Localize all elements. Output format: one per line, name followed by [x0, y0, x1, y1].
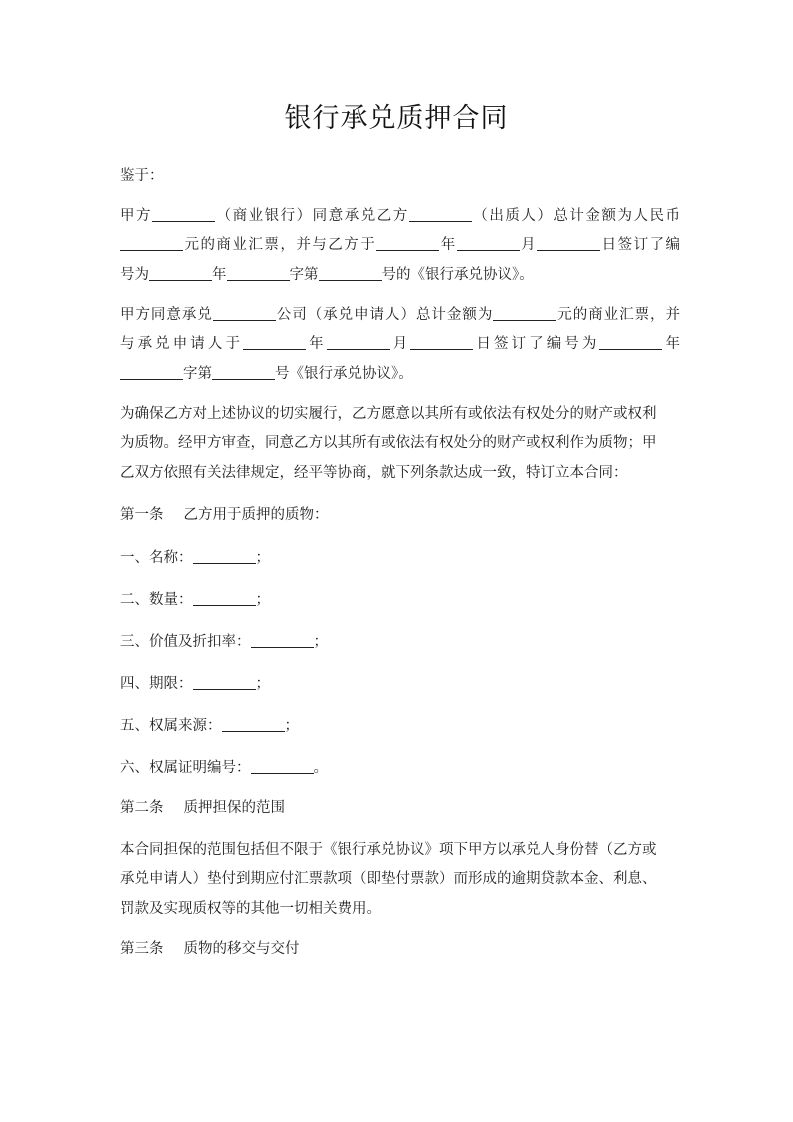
blank-field[interactable]	[537, 236, 600, 251]
item-quantity: 二、数量： ；	[120, 592, 270, 608]
para1-line3: 号为 年 字第 号的《银行承兑协议》。	[120, 267, 534, 283]
article1-heading: 第一条 乙方用于质押的质物：	[120, 507, 329, 523]
para4-line3: 罚款及实现质权等的其他一切相关费用。	[120, 901, 381, 917]
blank-field[interactable]	[243, 335, 306, 350]
blank-field[interactable]	[251, 759, 314, 774]
blank-field[interactable]	[319, 266, 382, 281]
para4-line1: 本合同担保的范围包括但不限于《银行承兑协议》项下甲方以承兑人身份替（乙方或	[120, 842, 657, 858]
para3-line3: 乙双方依照有关法律规定，经平等协商，就下列条款达成一致，特订立本合同：	[120, 465, 628, 481]
para3-line2: 为质物。经甲方审查，同意乙方以其所有或依法有权处分的财产或权利作为质物；甲	[120, 435, 657, 451]
item-certificate-number: 六、权属证明编号： 。	[120, 760, 328, 776]
item-ownership-source: 五、权属来源： ；	[120, 718, 299, 734]
para3-line1: 为确保乙方对上述协议的切实履行，乙方愿意以其所有或依法有权处分的财产或权利	[120, 406, 657, 422]
item-term: 四、期限： ；	[120, 676, 270, 692]
blank-field[interactable]	[193, 549, 256, 564]
blank-field[interactable]	[409, 207, 472, 222]
para1-line1: 甲方 （商业银行）同意承兑乙方 （出质人）总计金额为人民币	[120, 208, 680, 224]
blank-field[interactable]	[327, 335, 390, 350]
blank-field[interactable]	[212, 365, 275, 380]
item-value: 三、价值及折扣率： ；	[120, 634, 328, 650]
blank-field[interactable]	[251, 633, 314, 648]
blank-field[interactable]	[213, 306, 276, 321]
blank-field[interactable]	[493, 306, 556, 321]
preamble: 鉴于：	[120, 168, 164, 184]
blank-field[interactable]	[410, 335, 473, 350]
blank-field[interactable]	[193, 675, 256, 690]
blank-field[interactable]	[376, 236, 439, 251]
para2-line3: 字第 号《银行承兑协议》。	[120, 364, 680, 384]
para1-line2: 元的商业汇票，并与乙方于 年 月 日签订了编	[120, 235, 680, 255]
blank-field[interactable]	[227, 266, 290, 281]
item-name: 一、名称： ；	[120, 550, 270, 566]
blank-field[interactable]	[457, 236, 520, 251]
para2-line1: 甲方同意承兑 公司（承兑申请人）总计金额为 元的商业汇票，并	[120, 307, 680, 323]
blank-field[interactable]	[599, 335, 662, 350]
blank-field[interactable]	[149, 266, 212, 281]
article3-heading: 第三条 质物的移交与交付	[120, 941, 300, 957]
blank-field[interactable]	[120, 236, 183, 251]
blank-field[interactable]	[193, 591, 256, 606]
document-title: 银行承兑质押合同	[284, 103, 509, 134]
blank-field[interactable]	[152, 207, 215, 222]
para2-line2: 与承兑申请人于 年 月 日签订了编号为 年	[120, 336, 680, 352]
blank-field[interactable]	[222, 717, 285, 732]
para4-line2: 承兑申请人）垫付到期应付汇票款项（即垫付票款）而形成的逾期贷款本金、利息、	[120, 871, 657, 887]
blank-field[interactable]	[120, 365, 183, 380]
article2-heading: 第二条 质押担保的范围	[120, 800, 285, 816]
